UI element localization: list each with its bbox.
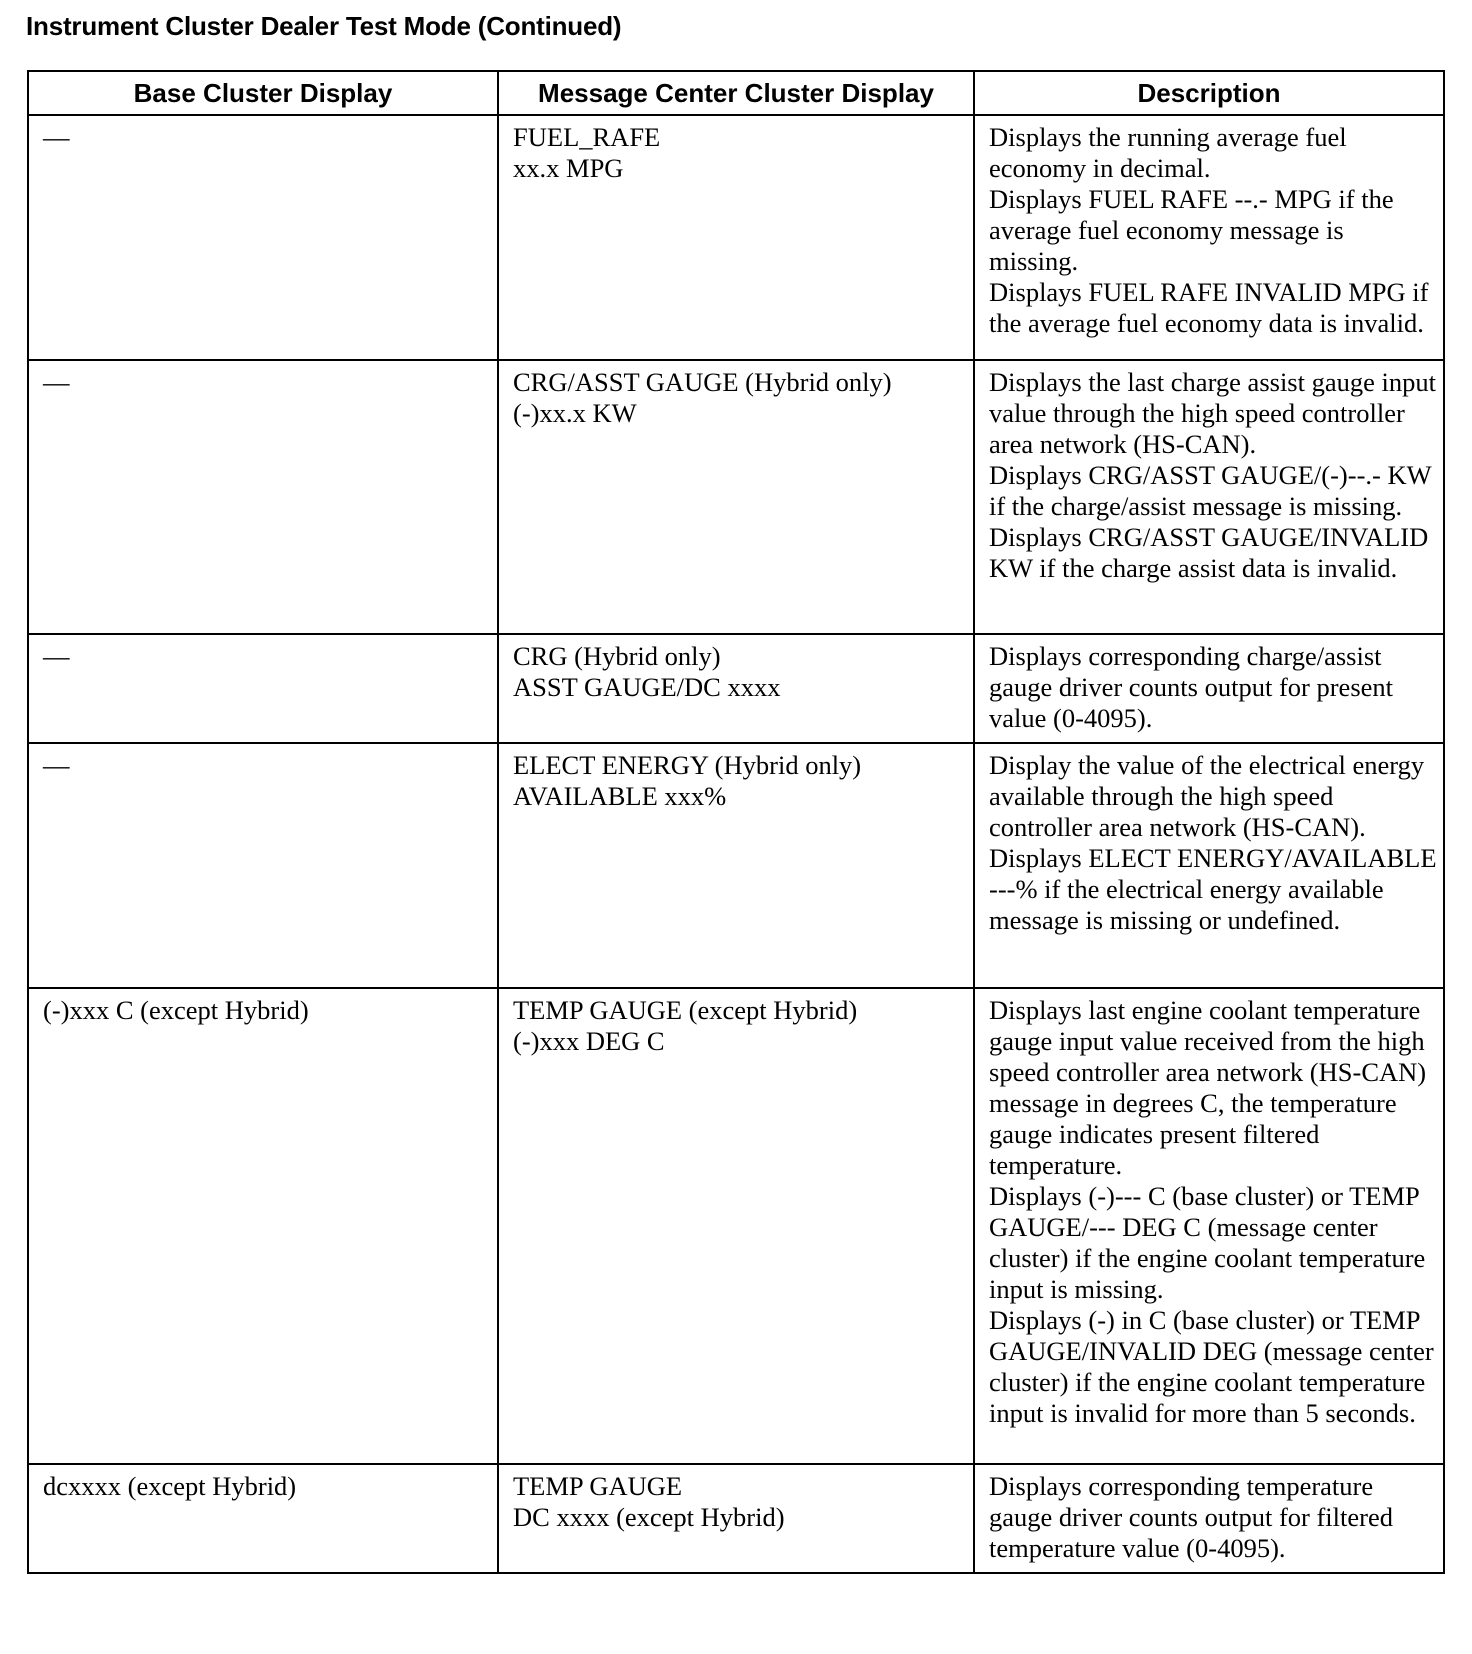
message-line: FUEL_RAFE (513, 122, 661, 152)
base-value: — (43, 122, 70, 152)
message-cell (498, 743, 974, 988)
base-value: dcxxxx (except Hybrid) (43, 1471, 297, 1501)
page-title: Instrument Cluster Dealer Test Mode (Continued) (26, 11, 622, 41)
base-value: (-)xxx C (except Hybrid) (43, 995, 309, 1025)
description-text: Displays corresponding charge/assist gauge driver counts output for present value (0-4095). (989, 641, 1394, 733)
message-cell (498, 1464, 974, 1573)
base-value: — (43, 641, 70, 671)
description-text: Displays the running average fuel economy in decimal. (989, 122, 1347, 183)
description-cell (974, 743, 1444, 988)
description-cell (974, 988, 1444, 1464)
message-cell (498, 988, 974, 1464)
description-text: Displays CRG/ASST GAUGE/(-)--.- KW if the charge/assist message is missing. (989, 460, 1432, 521)
message-cell (498, 360, 974, 634)
description-text: Displays the last charge assist gauge input value through the high speed controller area network (HS-CAN). (989, 367, 1436, 459)
message-line: (-)xx.x KW (513, 398, 637, 428)
column-header-base: Base Cluster Display (28, 71, 498, 115)
table-row (28, 988, 1444, 1464)
table-row (28, 634, 1444, 743)
message-line: CRG (Hybrid only) (513, 641, 721, 671)
table-row (28, 743, 1444, 988)
description-text: Displays (-)--- C (base cluster) or TEMP GAUGE/--- DEG C (message center cluster) if the engine coolant temperature input is missing. (989, 1181, 1426, 1304)
description-text: Displays FUEL RAFE INVALID MPG if the average fuel economy data is invalid. (989, 277, 1429, 338)
column-header-description: Description (974, 71, 1444, 115)
message-line: ELECT ENERGY (Hybrid only) (513, 750, 862, 780)
column-header-message: Message Center Cluster Display (498, 71, 974, 115)
message-line: xx.x MPG (513, 153, 624, 183)
message-cell (498, 115, 974, 360)
message-line: TEMP GAUGE (513, 1471, 683, 1501)
base-cell (28, 1464, 498, 1573)
description-text: Displays ELECT ENERGY/AVAILABLE ---% if the electrical energy available message is missing or undefined. (989, 843, 1437, 935)
base-value: — (43, 367, 70, 397)
base-value: — (43, 750, 70, 780)
description-cell (974, 1464, 1444, 1573)
base-cell (28, 988, 498, 1464)
message-line: DC xxxx (except Hybrid) (513, 1502, 785, 1532)
description-text: Display the value of the electrical energy available through the high speed controller area network (HS-CAN). (989, 750, 1425, 842)
description-text: Displays corresponding temperature gauge driver counts output for filtered temperature value (0-4095). (989, 1471, 1393, 1563)
description-cell (974, 115, 1444, 360)
message-line: CRG/ASST GAUGE (Hybrid only) (513, 367, 892, 397)
description-text: Displays FUEL RAFE --.- MPG if the average fuel economy message is missing. (989, 184, 1394, 276)
table-row (28, 115, 1444, 360)
message-line: AVAILABLE xxx% (513, 781, 727, 811)
description-text: Displays CRG/ASST GAUGE/INVALID KW if the charge assist data is invalid. (989, 522, 1429, 583)
table-row (28, 360, 1444, 634)
message-cell (498, 634, 974, 743)
table-row (28, 1464, 1444, 1573)
table-header-row (28, 71, 1444, 115)
message-line: TEMP GAUGE (except Hybrid) (513, 995, 858, 1025)
description-cell (974, 360, 1444, 634)
base-cell (28, 360, 498, 634)
message-line: (-)xxx DEG C (513, 1026, 665, 1056)
base-cell (28, 743, 498, 988)
test-mode-table (27, 70, 1445, 1574)
base-cell (28, 634, 498, 743)
description-text: Displays (-) in C (base cluster) or TEMP GAUGE/INVALID DEG (message center cluster) if the engine coolant temperature input is invalid for more than 5 seconds. (989, 1305, 1434, 1428)
description-cell (974, 634, 1444, 743)
message-line: ASST GAUGE/DC xxxx (513, 672, 781, 702)
base-cell (28, 115, 498, 360)
description-text: Displays last engine coolant temperature gauge input value received from the high speed controller area network (HS-CAN) message in degrees C, the temperature gauge indicates present filtered temperature. (989, 995, 1427, 1180)
